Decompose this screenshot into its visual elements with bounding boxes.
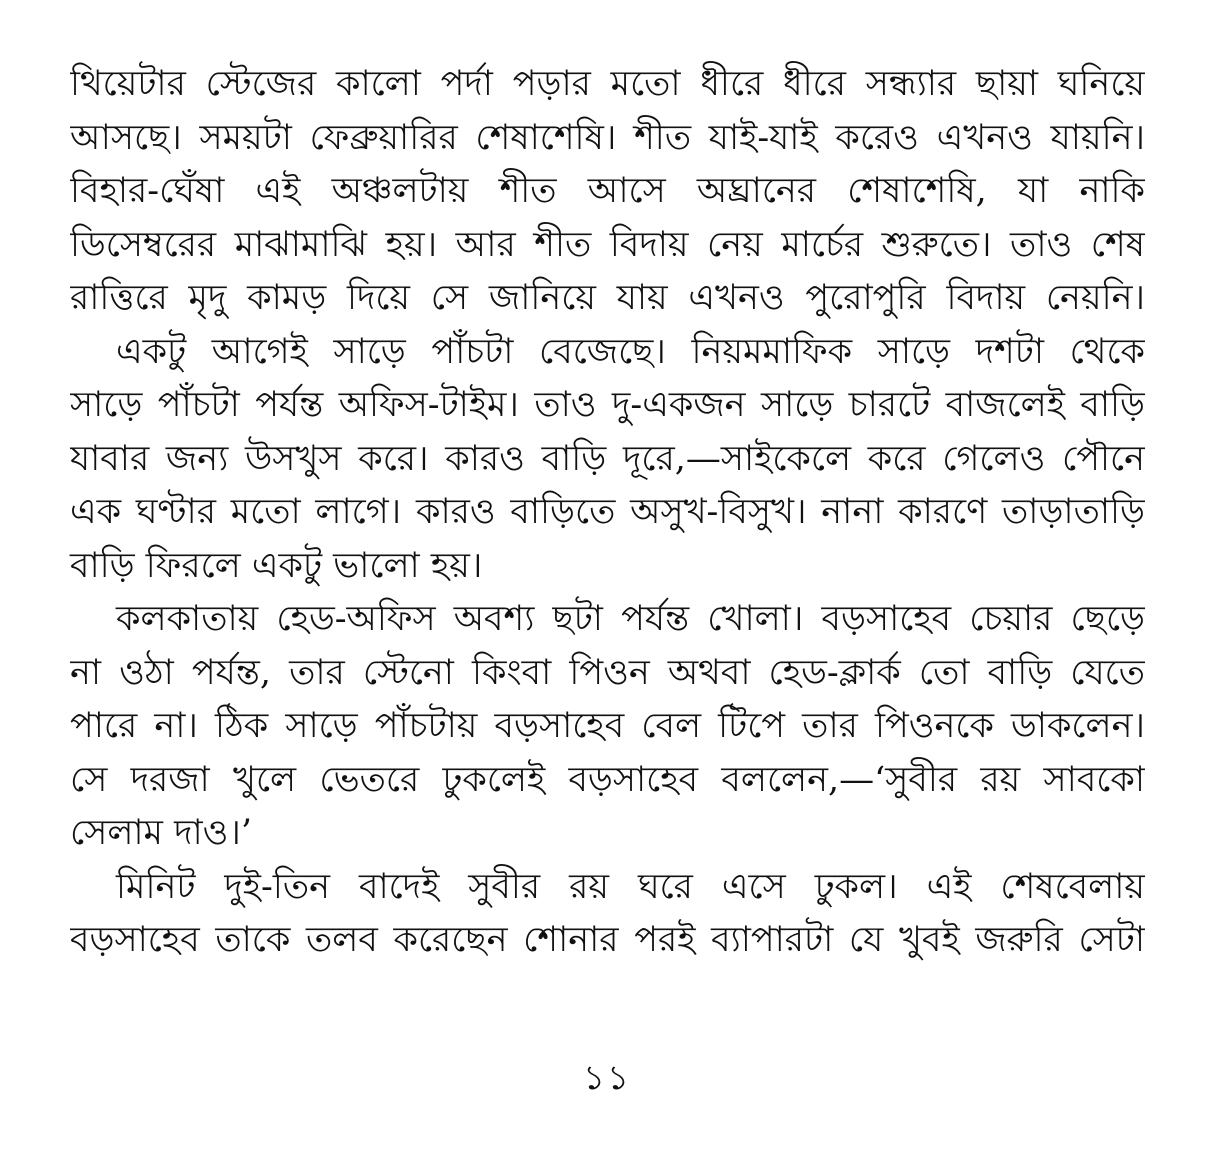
text-line: থিয়েটার স্টেজের কালো পর্দা পড়ার মতো ধীরে ধীরে সন্ধ্যার ছায়া ঘনিয়ে <box>70 64 1145 104</box>
text-line: বিহার-ঘেঁষা এই অঞ্চলটায় শীত আসে অঘ্রানের শেষাশেষি, যা নাকি <box>70 171 1145 211</box>
text-line: রাত্তিরে মৃদু কামড় দিয়ে সে জানিয়ে যায় এখনও পুরোপুরি বিদায় নেয়নি। <box>70 278 1145 318</box>
page-number: ১১ <box>582 1058 632 1098</box>
text-line: একটু আগেই সাড়ে পাঁচটা বেজেছে। নিয়মমাফিক সাড়ে দশটা থেকে <box>116 331 1145 372</box>
text-line: যাবার জন্য উসখুস করে। কারও বাড়ি দূরে,—সাইকেলে করে গেলেও পৌনে <box>70 438 1145 479</box>
text-line: বড়সাহেব তাকে তলব করেছেন শোনার পরই ব্যাপারটা যে খুবই জরুরি সেটা <box>70 920 1145 960</box>
text-line: কলকাতায় হেড-অফিস অবশ্য ছটা পর্যন্ত খোলা। বড়সাহেব চেয়ার ছেড়ে <box>116 599 1145 639</box>
text-line: ডিসেম্বরের মাঝামাঝি হয়। আর শীত বিদায় নেয় মার্চের শুরুতে। তাও শেষ <box>70 224 1145 265</box>
text-line: সেলাম দাও।’ <box>70 813 253 853</box>
text-line: না ওঠা পর্যন্ত, তার স্টেনো কিংবা পিওন অথবা হেড-ক্লার্ক তো বাড়ি যেতে <box>70 652 1145 693</box>
text-line: মিনিট দুই-তিন বাদেই সুবীর রয় ঘরে এসে ঢুকল। এই শেষবেলায় <box>116 866 1145 907</box>
text-line: সাড়ে পাঁচটা পর্যন্ত অফিস-টাইম। তাও দু-একজন সাড়ে চারটে বাজলেই বাড়ি <box>70 385 1145 425</box>
text-line: পারে না। ঠিক সাড়ে পাঁচটায় বড়সাহেব বেল টিপে তার পিওনকে ডাকলেন। <box>70 706 1145 746</box>
text-line: আসছে। সময়টা ফেব্রুয়ারির শেষাশেষি। শীত যাই-যাই করেও এখনও যায়নি। <box>70 117 1145 158</box>
text-line: বাড়ি ফিরলে একটু ভালো হয়। <box>70 545 483 586</box>
text-line: এক ঘণ্টার মতো লাগে। কারও বাড়িতে অসুখ-বিসুখ। নানা কারণে তাড়াতাড়ি <box>70 492 1145 532</box>
body-text <box>70 58 1145 968</box>
text-line: সে দরজা খুলে ভেতরে ঢুকলেই বড়সাহেব বললেন,—‘সুবীর রয় সাবকো <box>70 759 1145 800</box>
